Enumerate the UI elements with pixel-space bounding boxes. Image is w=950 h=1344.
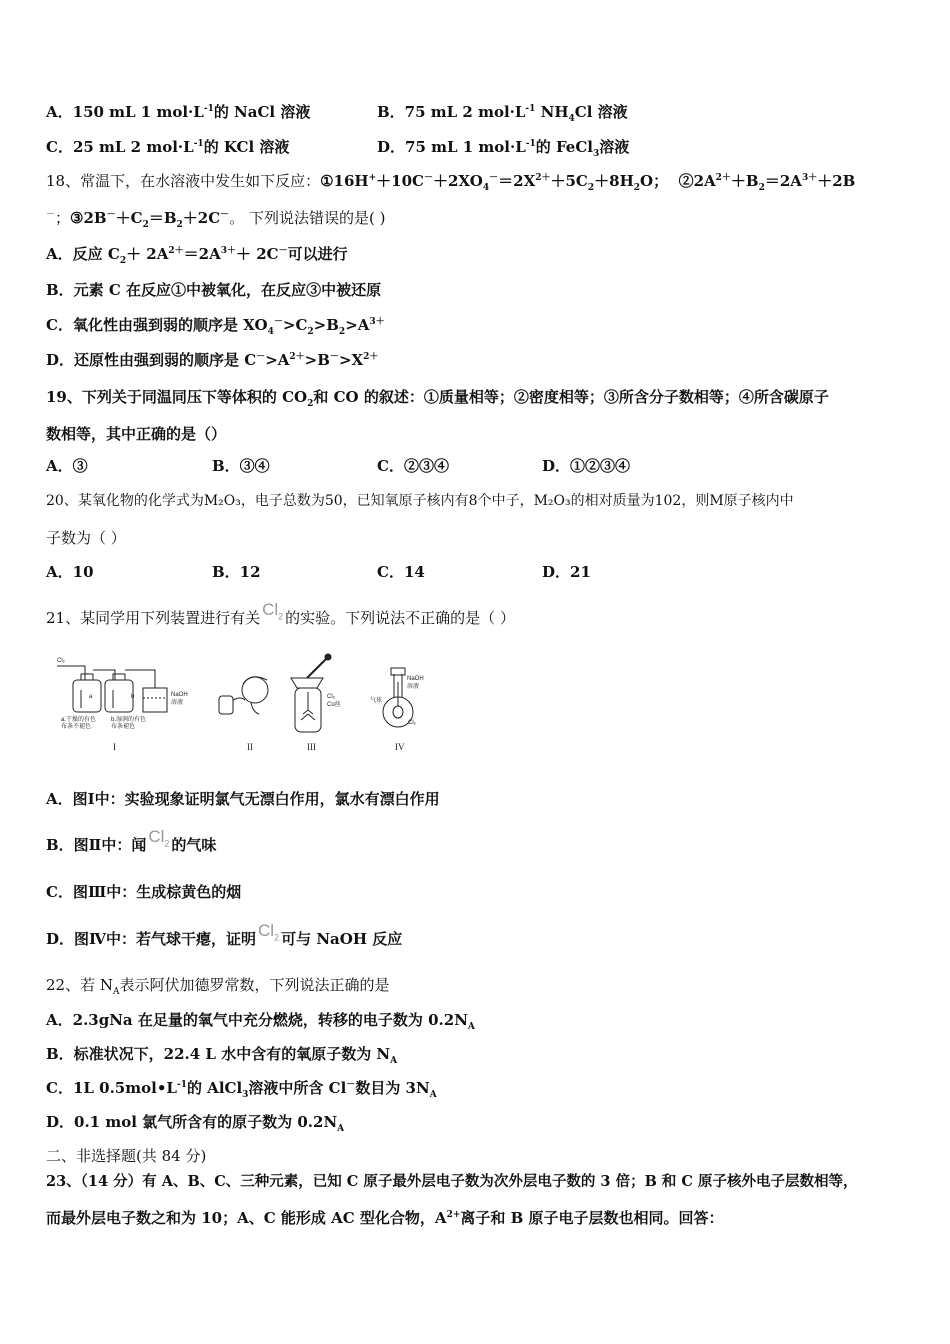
q19-stem-line1: 19、下列关于同温同压下等体积的 $CO_2$和 CO 的叙述：①质量相等；②密度相等；③所含分子数相等；④所含碳原子 [46,388,829,409]
svg-text:a.干燥的有色: a.干燥的有色 [61,717,97,723]
q20-option-d: D．21 [542,563,591,581]
q22-stem: 22、若 $N_A$表示阿伏加德罗常数，下列说法正确的是 [46,976,390,997]
svg-text:b.湿润的有色: b.湿润的有色 [111,717,147,723]
svg-text:布条褪色: 布条褪色 [111,724,136,730]
q21-option-d: D．图Ⅳ中：若气球干瘪，证明 $Cl_2$ 可与 NaOH 反应 [46,921,403,948]
section-heading: 二、非选择题(共 84 分) [46,1147,207,1165]
svg-text:Cu丝: Cu丝 [327,702,341,708]
q19-option-b: B．③④ [212,457,270,475]
svg-text:Cl₂: Cl₂ [408,720,416,726]
svg-text:溶液: 溶液 [171,700,184,706]
svg-text:IV: IV [395,742,405,752]
q21-option-c: C．图Ⅲ中：生成棕黄色的烟 [46,883,242,901]
q22-option-a: A．2.3gNa 在足量的氧气中充分燃烧，转移的电子数为 $0.2N_A$ [46,1011,475,1032]
svg-text:气球: 气球 [370,698,383,704]
q17-option-c: C．25 mL 2 $mol\cdot L^{-1}$的 KCl 溶液 [46,138,290,156]
apparatus-figure [55,650,435,760]
q21-option-a: A．图Ⅰ中：实验现象证明氯气无漂白作用，氯水有漂白作用 [46,790,440,808]
svg-text:NaOH: NaOH [407,676,424,682]
q22-option-c: C．1L $0.5mol•L^{-1}$的 AlCl$_3$溶液中所含 Cl－数目为 $3N_A$ [46,1079,437,1100]
q20-option-b: B．12 [212,563,261,581]
apparatus-ii [219,677,268,752]
q18-option-a: A．反应 $C_2+ 2A^{2+}=2A^{3+}+ 2C^-$可以进行 [46,245,348,266]
q19-option-c: C．②③④ [377,457,449,475]
q19-option-d: D．①②③④ [542,457,631,475]
q17-option-d: D．75 mL 1 $mol\cdot L^{-1}$的 FeCl$_3$溶液 [377,138,630,159]
q19-option-a: A．③ [46,457,88,475]
q23-stem-line2: 而最外层电子数之和为 10；A、C 能形成 AC 型化合物，$A^{2+}$离子和 B 原子电子层数也相同。回答： [46,1209,724,1227]
svg-text:溶液: 溶液 [407,684,420,690]
svg-text:Cl₂: Cl₂ [327,694,335,700]
svg-text:布条不褪色: 布条不褪色 [61,724,92,730]
apparatus-i [57,658,188,752]
q21-option-b: B．图Ⅱ中：闻 $Cl_2$ 的气味 [46,827,217,854]
q18-stem-line1: 18、常温下，在水溶液中发生如下反应：$①16H^++10C^-+2XO_4^-=2X^{2+}+5C_2+8H_2O$； $②2A^{2+}+B_2=2A^{3+}+2B$ [46,172,856,193]
svg-text:Cl₂: Cl₂ [57,658,65,664]
svg-text:III: III [307,742,316,752]
apparatus-iv [370,668,424,752]
q20-stem-line1: 20、某氧化物的化学式为M₂O₃，电子总数为50，已知氧原子核内有8个中子，M₂O₃的相对质量为102，则M原子核内中 [46,493,794,509]
apparatus-iii [291,654,341,752]
q22-option-b: B．标准状况下，22.4 L 水中含有的氧原子数为 $N_A$ [46,1045,398,1066]
q17-option-a: A．150 mL 1 $mol\cdot L^{-1}$的 NaCl 溶液 [46,103,311,121]
q18-option-c: C．氧化性由强到弱的顺序是 $XO_4^->C_2>B_2>A^{3+}$ [46,316,385,337]
q18-stem-line2: －；$③2B^-+C_2=B_2+2C^-$。 下列说法错误的是( ) [46,209,386,230]
svg-text:b: b [131,694,135,700]
q22-option-d: D．0.1 mol 氯气所含有的原子数为 $0.2N_A$ [46,1113,345,1134]
svg-text:II: II [247,742,253,752]
q19-stem-line2: 数相等，其中正确的是（） [46,425,227,443]
q18-option-d: D．还原性由强到弱的顺序是 $C^->A^{2+}>B^->X^{2+}$ [46,351,379,369]
svg-text:a: a [89,694,93,700]
q18-option-b: B．元素 C 在反应①中被氧化，在反应③中被还原 [46,281,382,299]
q20-option-c: C．14 [377,563,425,581]
svg-text:NaOH: NaOH [171,692,188,698]
q21-stem: 21、某同学用下列装置进行有关 $Cl_2$ 的实验。下列说法不正确的是（ ） [46,600,515,627]
svg-text:I: I [113,742,116,752]
q23-stem-line1: 23、（14 分）有 A、B、C、三种元素，已知 C 原子最外层电子数为次外层电子数的 3 倍；B 和 C 原子核外电子层数相等， [46,1173,858,1190]
q20-stem-line2: 子数为（ ） [46,529,126,547]
q20-option-a: A．10 [46,563,94,581]
q17-option-b: B．75 mL 2 $mol\cdot L^{-1}$ $NH_4Cl$ 溶液 [377,103,628,124]
